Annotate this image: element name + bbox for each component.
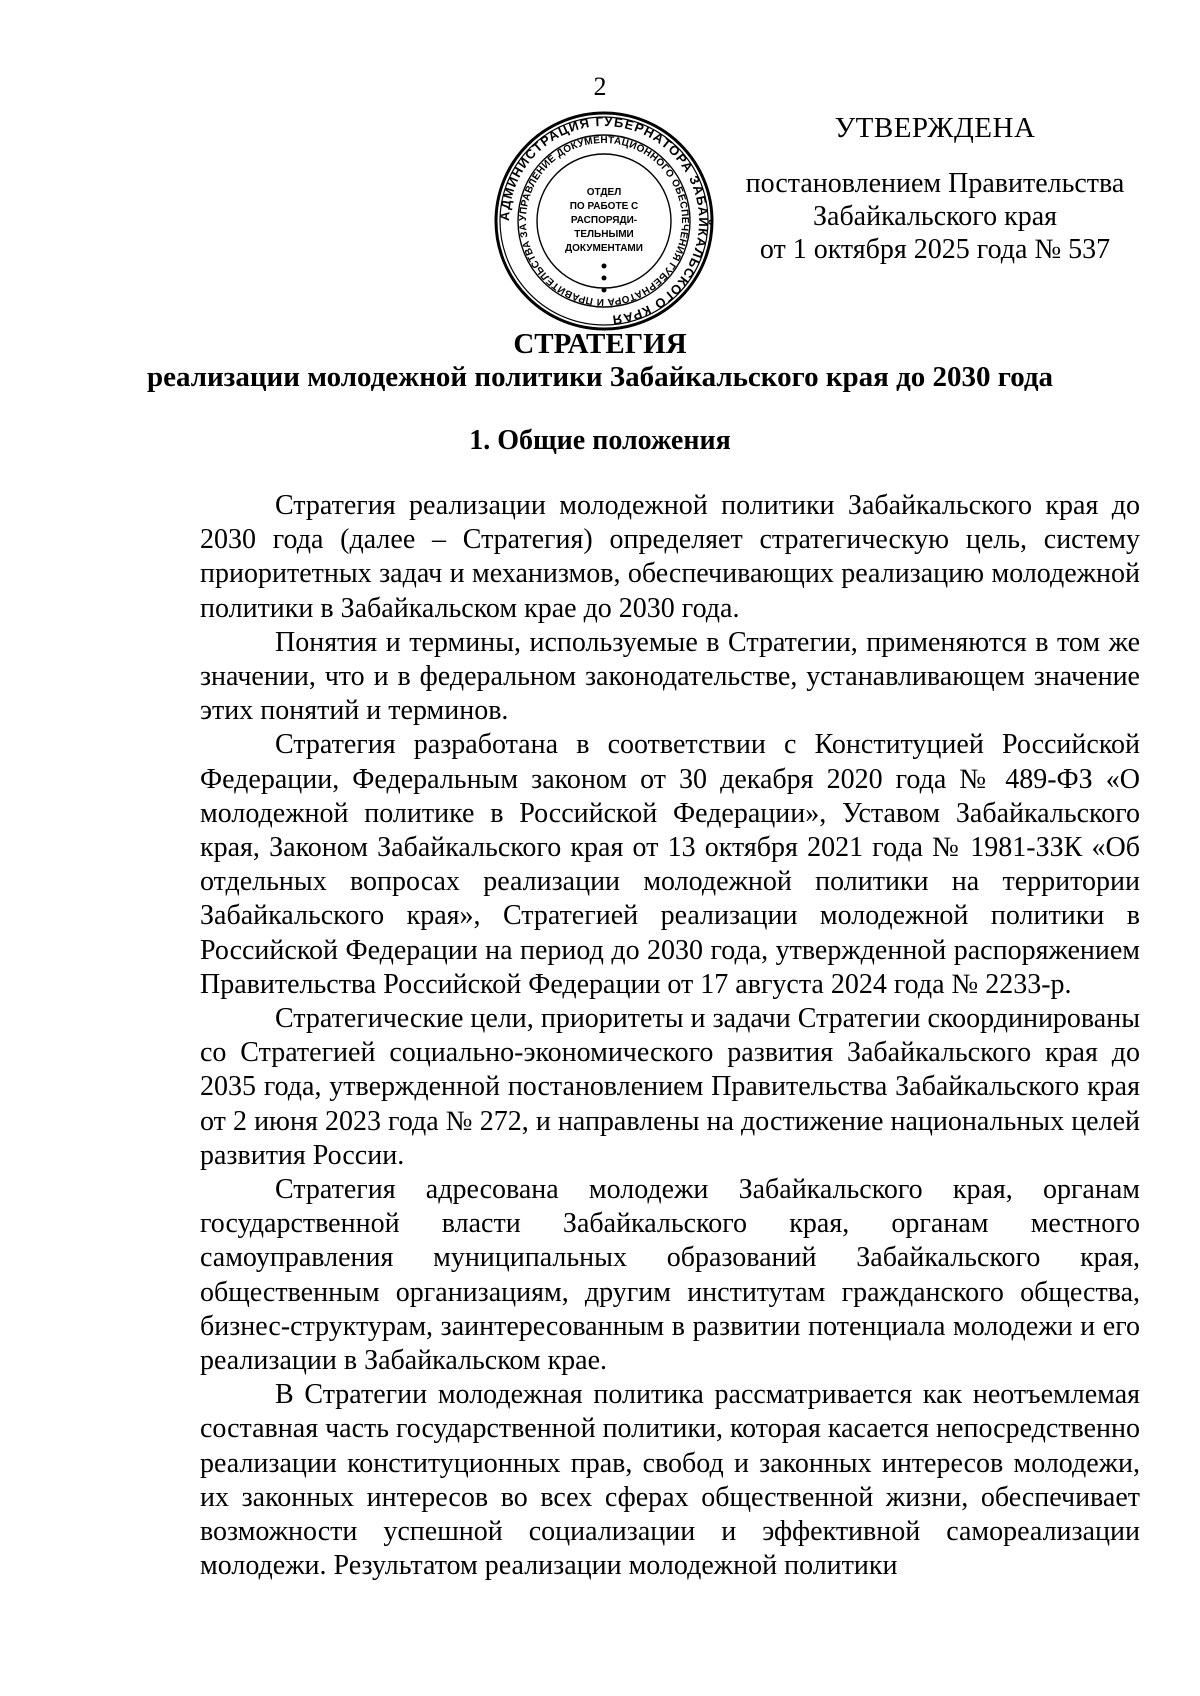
stamp-center-line-2: ПО РАБОТЕ С	[569, 201, 639, 212]
approval-heading: УТВЕРЖДЕНА	[834, 112, 1036, 144]
stamp-dot	[602, 276, 607, 281]
body-paragraph: В Стратегии молодежная политика рассматривается как неотъемлемая составная часть государственной политики, которая касается непосредственно реализации конституционных прав, свобод и законных интересов молодежи, их законных интересов во всех сферах общественной жизни, обеспечивает возможности успешной социализации и эффективной самореализации молодежи. Результатом реализации молодежной политики	[200, 1379, 1140, 1582]
document-title: СТРАТЕГИЯ	[513, 328, 687, 360]
section-body	[200, 489, 1140, 1584]
document-subtitle: реализации молодежной политики Забайкальского края до 2030 года	[146, 361, 1054, 393]
section-heading: 1. Общие положения	[469, 425, 731, 456]
approval-line-3: от 1 октября 2025 года № 537	[759, 234, 1111, 265]
body-paragraph: Стратегия адресована молодежи Забайкальского края, органам государственной власти Забайкальского края, органам местного самоуправления муниципальных образований Забайкальского края, общественным организациям, другим институтам гражданского общества, бизнес-структурам, заинтересованным в развитии потенциала молодежи и его реализации в Забайкальском крае.	[200, 1174, 1140, 1377]
stamp-center-line-1: ОТДЕЛ	[586, 187, 622, 198]
stamp-dot	[602, 264, 607, 269]
body-paragraph: Стратегия реализации молодежной политики Забайкальского края до 2030 года (далее – Стратегия) определяет стратегическую цель, систему приоритетных задач и механизмов, обеспечивающих реализацию молодежной политики в Забайкальском крае до 2030 года.	[200, 490, 1140, 624]
document-title-block	[0, 328, 1200, 394]
stamp-dot	[602, 288, 607, 293]
body-paragraph: Понятия и термины, используемые в Стратегии, применяются в том же значении, что и в федеральном законодательстве, устанавливающем значение этих понятий и терминов.	[200, 626, 1140, 727]
approval-line-1: постановлением Правительства	[745, 168, 1125, 199]
official-stamp-seal	[493, 110, 715, 332]
stamp-center-line-4: ТЕЛЬНЫМИ	[574, 229, 634, 240]
stamp-center-line-3: РАСПОРЯДИ-	[570, 215, 638, 226]
page-number: 2	[593, 72, 607, 101]
body-paragraph: Стратегические цели, приоритеты и задачи Стратегии скоординированы со Стратегией социально-экономического развития Забайкальского края до 2035 года, утвержденной постановлением Правительства Забайкальского края от 2 июня 2023 года № 272, и направлены на достижение национальных целей развития России.	[200, 1003, 1140, 1171]
body-paragraph: Стратегия разработана в соответствии с Конституцией Российской Федерации, Федеральным законом от 30 декабря 2020 года № 489-ФЗ «О молодежной политике в Российской Федерации», Уставом Забайкальского края, Законом Забайкальского края от 13 октября 2021 года № 1981-ЗЗК «Об отдельных вопросах реализации молодежной политики на территории Забайкальского края», Стратегией реализации молодежной политики в Российской Федерации на период до 2030 года, утвержденной распоряжением Правительства Российской Федерации от 17 августа 2024 года № 2233-р.	[200, 729, 1140, 1000]
stamp-middle-ring-text: УПРАВЛЕНИЕ ДОКУМЕНТАЦИОННОГО ОБЕСПЕЧЕНИЯ ГУБЕРНАТОРА И ПРАВИТЕЛЬСТВА ЗА	[517, 134, 691, 308]
approval-line-2: Забайкальского края	[812, 201, 1057, 232]
approval-block	[730, 112, 1140, 266]
stamp-center-line-5: ДОКУМЕНТАМИ	[565, 243, 643, 254]
stamp-outer-ring-text: АДМИНИСТРАЦИЯ ГУБЕРНАТОРА ЗАБАЙКАЛЬСКОГО КРАЯ	[496, 113, 712, 328]
